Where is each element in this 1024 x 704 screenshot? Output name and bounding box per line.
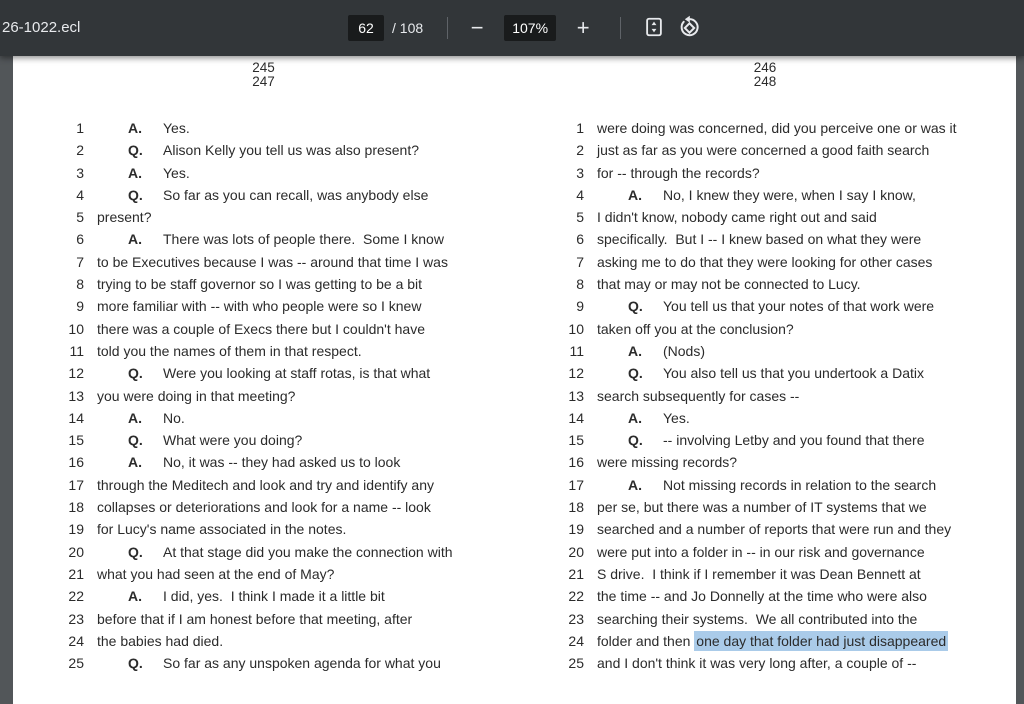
line-number: 17	[568, 476, 584, 493]
speaker-label: A.	[628, 476, 642, 493]
line-text: Q. At that stage did you make the connection with	[97, 541, 453, 563]
line-number: 25	[568, 655, 584, 672]
line-text: trying to be staff governor so I was getting to be a bit	[97, 276, 423, 293]
line-number: 20	[568, 543, 584, 560]
line-number: 8	[76, 276, 84, 293]
pdf-page-right	[514, 56, 1016, 704]
line-text: asking me to do that they were looking for other cases	[597, 253, 933, 270]
page-footer-number: 247	[252, 74, 275, 89]
transcript-line	[514, 563, 1016, 585]
line-text: Q. So far as you can recall, was anybody else	[97, 184, 428, 206]
line-number: 1	[76, 120, 84, 136]
line-number: 14	[68, 409, 84, 426]
line-text: collapses or deteriorations and look for a name -- look	[97, 499, 431, 516]
line-number: 16	[68, 454, 84, 471]
line-number: 24	[568, 632, 584, 649]
search-highlight: one day that folder had just disappeared	[696, 632, 947, 649]
toolbar-divider	[620, 17, 621, 39]
line-text: taken off you at the conclusion?	[597, 320, 794, 337]
line-number: 18	[68, 499, 84, 516]
speaker-label: Q.	[128, 655, 143, 672]
transcript-lines	[514, 117, 1016, 674]
speaker-label: A.	[628, 186, 642, 203]
transcript-line	[13, 139, 514, 161]
speaker-label: Q.	[128, 543, 143, 560]
speaker-label: Q.	[128, 186, 143, 203]
line-text: were put into a folder in -- in our risk and governance	[597, 543, 925, 560]
speaker-label: Q.	[128, 432, 143, 449]
line-number: 22	[568, 588, 584, 605]
line-text: A. No.	[97, 407, 185, 429]
line-number: 12	[68, 365, 84, 382]
line-text: Q. Were you looking at staff rotas, is that what	[97, 362, 430, 384]
line-text: told you the names of them in that respect.	[97, 342, 362, 359]
zoom-in-button[interactable]: +	[570, 15, 596, 41]
speaker-label: A.	[628, 342, 642, 359]
line-text: A. No, it was -- they had asked us to look	[97, 451, 400, 473]
line-number: 13	[568, 387, 584, 404]
transcript-line	[13, 451, 514, 473]
transcript-line	[514, 318, 1016, 340]
transcript-line	[13, 652, 514, 674]
line-number: 11	[69, 342, 84, 359]
transcript-line	[13, 318, 514, 340]
speaker-label: A.	[128, 409, 142, 426]
rotate-counterclockwise-icon	[678, 15, 702, 42]
line-text: per se, but there was a number of IT systems that we	[597, 499, 927, 516]
transcript-line	[13, 340, 514, 362]
line-number: 15	[68, 432, 84, 449]
transcript-line	[13, 228, 514, 250]
line-number: 4	[76, 186, 84, 203]
transcript-line	[13, 563, 514, 585]
transcript-line	[514, 295, 1016, 317]
line-text: just as far as you were concerned a good faith search	[597, 142, 930, 159]
transcript-line	[13, 117, 514, 139]
line-text: you were doing in that meeting?	[97, 387, 296, 404]
page-count-label: / 108	[392, 20, 424, 36]
line-text: Q. -- involving Letby and you found that there	[597, 429, 925, 451]
transcript-line	[514, 206, 1016, 228]
line-text: S drive. I think if I remember it was Dean Bennett at	[597, 565, 921, 582]
transcript-line	[514, 139, 1016, 161]
transcript-line	[514, 117, 1016, 139]
line-number: 11	[569, 342, 584, 359]
transcript-line	[514, 474, 1016, 496]
line-text: the babies had died.	[97, 632, 224, 649]
line-text: more familiar with -- with who people were so I knew	[97, 298, 422, 315]
line-text: Q. You also tell us that you undertook a Datix	[597, 362, 924, 384]
line-number: 21	[68, 565, 84, 582]
transcript-line	[13, 251, 514, 273]
line-number: 13	[68, 387, 84, 404]
transcript-line	[514, 162, 1016, 184]
speaker-label: Q.	[128, 365, 143, 382]
transcript-lines	[13, 117, 514, 674]
line-text: A. Yes.	[97, 117, 190, 139]
line-text: and I don't think it was very long after, a couple of --	[597, 655, 917, 672]
fit-to-page-button[interactable]	[641, 15, 667, 41]
page-header-number: 245	[252, 60, 275, 75]
transcript-line	[13, 429, 514, 451]
line-number: 20	[68, 543, 84, 560]
rotate-counterclockwise-button[interactable]	[677, 15, 703, 41]
transcript-line	[514, 228, 1016, 250]
speaker-label: A.	[128, 588, 142, 605]
line-text: present?	[97, 209, 152, 226]
speaker-label: A.	[128, 454, 142, 471]
line-number: 3	[76, 164, 84, 181]
line-text: through the Meditech and look and try and identify any	[97, 476, 434, 493]
transcript-line	[13, 541, 514, 563]
transcript-line	[13, 206, 514, 228]
line-number: 21	[568, 565, 584, 582]
line-number: 5	[76, 209, 84, 226]
line-number: 9	[76, 298, 84, 315]
transcript-line	[13, 407, 514, 429]
pdf-viewer-toolbar	[0, 0, 1024, 56]
line-number: 4	[576, 186, 584, 203]
transcript-line	[514, 652, 1016, 674]
line-text: A. (Nods)	[597, 340, 705, 362]
line-number: 8	[576, 276, 584, 293]
line-text: specifically. But I -- I knew based on what they were	[597, 231, 922, 248]
transcript-line	[514, 451, 1016, 473]
pdf-page-left	[13, 56, 514, 704]
zoom-level[interactable]: 107%	[504, 15, 556, 41]
speaker-label: Q.	[628, 298, 643, 315]
line-number: 1	[576, 120, 584, 136]
line-text: A. I did, yes. I think I made it a little bit	[97, 585, 385, 607]
line-text: were doing was concerned, did you perceive one or was it	[597, 120, 957, 136]
transcript-line	[13, 608, 514, 630]
line-number: 7	[76, 253, 84, 270]
transcript-line	[514, 385, 1016, 407]
toolbar-divider	[447, 17, 448, 39]
line-number: 23	[68, 610, 84, 627]
transcript-line	[13, 518, 514, 540]
speaker-label: A.	[128, 120, 142, 136]
line-text: for -- through the records?	[597, 164, 760, 181]
line-number: 14	[568, 409, 584, 426]
line-number: 2	[76, 142, 84, 159]
transcript-line	[13, 585, 514, 607]
transcript-line	[514, 585, 1016, 607]
page-footer-number: 248	[753, 74, 777, 89]
line-number: 16	[568, 454, 584, 471]
line-text: the time -- and Jo Donnelly at the time who were also	[597, 588, 927, 605]
line-number: 15	[568, 432, 584, 449]
line-text: Q. What were you doing?	[97, 429, 302, 451]
line-number: 10	[568, 320, 584, 337]
line-number: 24	[68, 632, 84, 649]
transcript-line	[13, 385, 514, 407]
line-text: Q. Alison Kelly you tell us was also present?	[97, 139, 419, 161]
line-number: 3	[576, 164, 584, 181]
fit-to-page-icon	[643, 16, 665, 41]
line-number: 6	[76, 231, 84, 248]
line-number: 12	[568, 365, 584, 382]
line-text: that may or may not be connected to Lucy.	[597, 276, 861, 293]
line-text: what you had seen at the end of May?	[97, 565, 335, 582]
transcript-line	[13, 362, 514, 384]
transcript-line	[514, 362, 1016, 384]
transcript-line	[514, 496, 1016, 518]
line-text: searching their systems. We all contributed into the	[597, 610, 918, 627]
line-text: A. Not missing records in relation to the search	[597, 474, 936, 496]
speaker-label: Q.	[628, 365, 643, 382]
transcript-line	[514, 429, 1016, 451]
transcript-line	[514, 541, 1016, 563]
page-number-input[interactable]	[348, 15, 384, 41]
speaker-label: A.	[128, 231, 142, 248]
line-number: 23	[568, 610, 584, 627]
transcript-line	[514, 184, 1016, 206]
line-text: for Lucy's name associated in the notes.	[97, 521, 347, 538]
line-number: 19	[68, 521, 84, 538]
transcript-line	[13, 496, 514, 518]
transcript-line	[13, 295, 514, 317]
line-number: 17	[68, 476, 84, 493]
line-text: searched and a number of reports that were run and they	[597, 521, 952, 538]
line-text: there was a couple of Execs there but I couldn't have	[97, 320, 425, 337]
line-text: to be Executives because I was -- around that time I was	[97, 253, 448, 270]
line-number: 18	[568, 499, 584, 516]
line-number: 9	[576, 298, 584, 315]
transcript-line	[514, 518, 1016, 540]
transcript-line	[13, 630, 514, 652]
line-text: Q. You tell us that your notes of that work were	[597, 295, 934, 317]
transcript-line	[514, 273, 1016, 295]
line-number: 2	[576, 142, 584, 159]
line-number: 7	[576, 253, 584, 270]
line-text: were missing records?	[597, 454, 738, 471]
transcript-line	[514, 608, 1016, 630]
line-text: A. Yes.	[97, 162, 190, 184]
page-header-number: 246	[753, 60, 777, 75]
line-number: 22	[68, 588, 84, 605]
transcript-line	[13, 162, 514, 184]
speaker-label: A.	[128, 164, 142, 181]
line-text: Q. So far as any unspoken agenda for what you	[97, 652, 441, 674]
transcript-line	[514, 251, 1016, 273]
page-controls	[348, 0, 703, 56]
transcript-line	[13, 273, 514, 295]
speaker-label: A.	[628, 409, 642, 426]
line-text: folder and then one day that folder had just disappeared	[597, 632, 947, 649]
transcript-line	[13, 474, 514, 496]
line-number: 25	[68, 655, 84, 672]
line-number: 19	[568, 521, 584, 538]
line-number: 10	[68, 320, 84, 337]
transcript-line	[514, 630, 1016, 652]
line-number: 6	[576, 231, 584, 248]
line-text: A. There was lots of people there. Some I know	[97, 228, 444, 250]
line-text: before that if I am honest before that meeting, after	[97, 610, 413, 627]
line-number: 5	[576, 209, 584, 226]
document-title: 26-1022.ecl	[2, 19, 81, 36]
speaker-label: Q.	[628, 432, 643, 449]
document-scroll-area[interactable]	[0, 56, 1024, 704]
line-text: I didn't know, nobody came right out and said	[597, 209, 877, 226]
transcript-line	[514, 340, 1016, 362]
line-text: A. No, I knew they were, when I say I know,	[597, 184, 916, 206]
line-text: A. Yes.	[597, 407, 690, 429]
transcript-line	[13, 184, 514, 206]
transcript-line	[514, 407, 1016, 429]
zoom-out-button[interactable]: −	[464, 15, 490, 41]
speaker-label: Q.	[128, 142, 143, 159]
line-text: search subsequently for cases --	[597, 387, 800, 404]
